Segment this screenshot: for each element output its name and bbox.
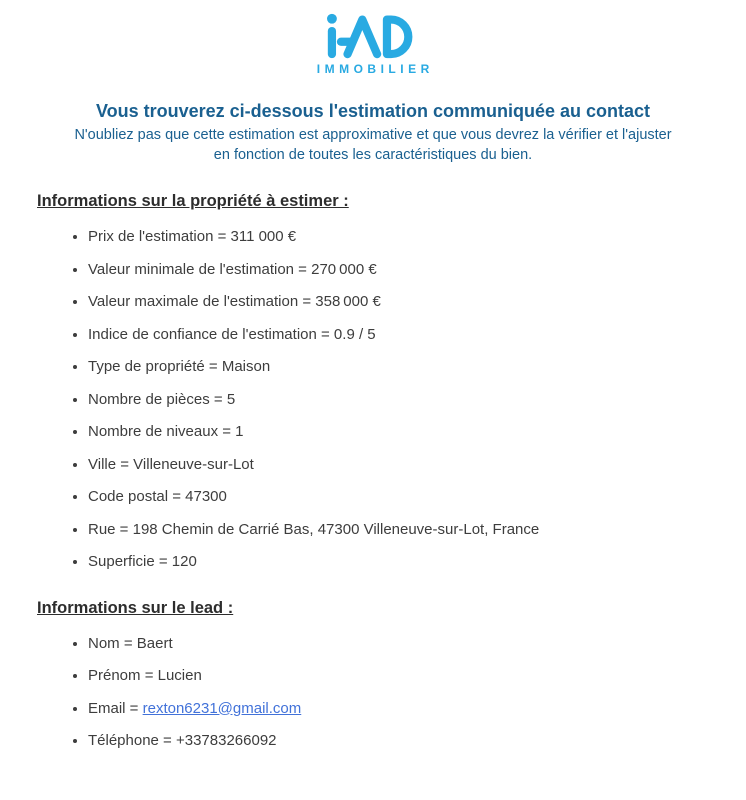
brand-logo — [0, 13, 746, 76]
property-section-heading: Informations sur la propriété à estimer : — [37, 192, 349, 210]
list-item-prenom: • Prénom = Lucien — [88, 666, 746, 686]
list-item-nom: • Nom = Baert — [88, 634, 746, 654]
list-item-email — [88, 699, 746, 719]
brand-logo-subtext: IMMOBILIER — [316, 62, 434, 76]
email-link[interactable]: rexton6231@gmail.com — [142, 699, 302, 717]
page-title: Vous trouverez ci-dessous l'estimation communiquée au contact — [95, 101, 651, 121]
subtitle-line-1: N'oubliez pas que cette estimation est approximative et que vous devrez la vérifier et l'ajuster — [74, 127, 672, 143]
email-label: Email = — [88, 699, 143, 717]
list-item-superficie: • Superficie = 120 — [88, 552, 746, 572]
intro-subtitle — [0, 126, 746, 165]
list-item-nombre-pieces: • Nombre de pièces = 5 — [88, 390, 746, 410]
list-item-valeur-maximale: • Valeur maximale de l'estimation = 358 000 € — [88, 292, 746, 312]
lead-section-heading: Informations sur le lead : — [37, 598, 234, 617]
list-item-rue: • Rue = 198 Chemin de Carrié Bas, 47300 Villeneuve-sur-Lot, France — [88, 520, 746, 540]
iad-logo-icon — [323, 13, 423, 59]
lead-info-list — [0, 634, 746, 751]
list-item-prix: • Prix de l'estimation = 311 000 € — [88, 227, 746, 247]
property-info-list — [0, 227, 746, 572]
subtitle-line-2: en fonction de toutes les caractéristiques du bien. — [213, 146, 533, 163]
list-item-ville: • Ville = Villeneuve-sur-Lot — [88, 455, 746, 475]
list-item-code-postal: • Code postal = 47300 — [88, 487, 746, 507]
list-item-valeur-minimale: • Valeur minimale de l'estimation = 270 000 € — [88, 260, 746, 280]
list-item-indice-confiance: • Indice de confiance de l'estimation = 0.9 / 5 — [88, 325, 746, 345]
list-item-nombre-niveaux: • Nombre de niveaux = 1 — [88, 422, 746, 442]
list-item-type-propriete: • Type de propriété = Maison — [88, 357, 746, 377]
list-item-telephone: • Téléphone = +33783266092 — [88, 731, 746, 751]
